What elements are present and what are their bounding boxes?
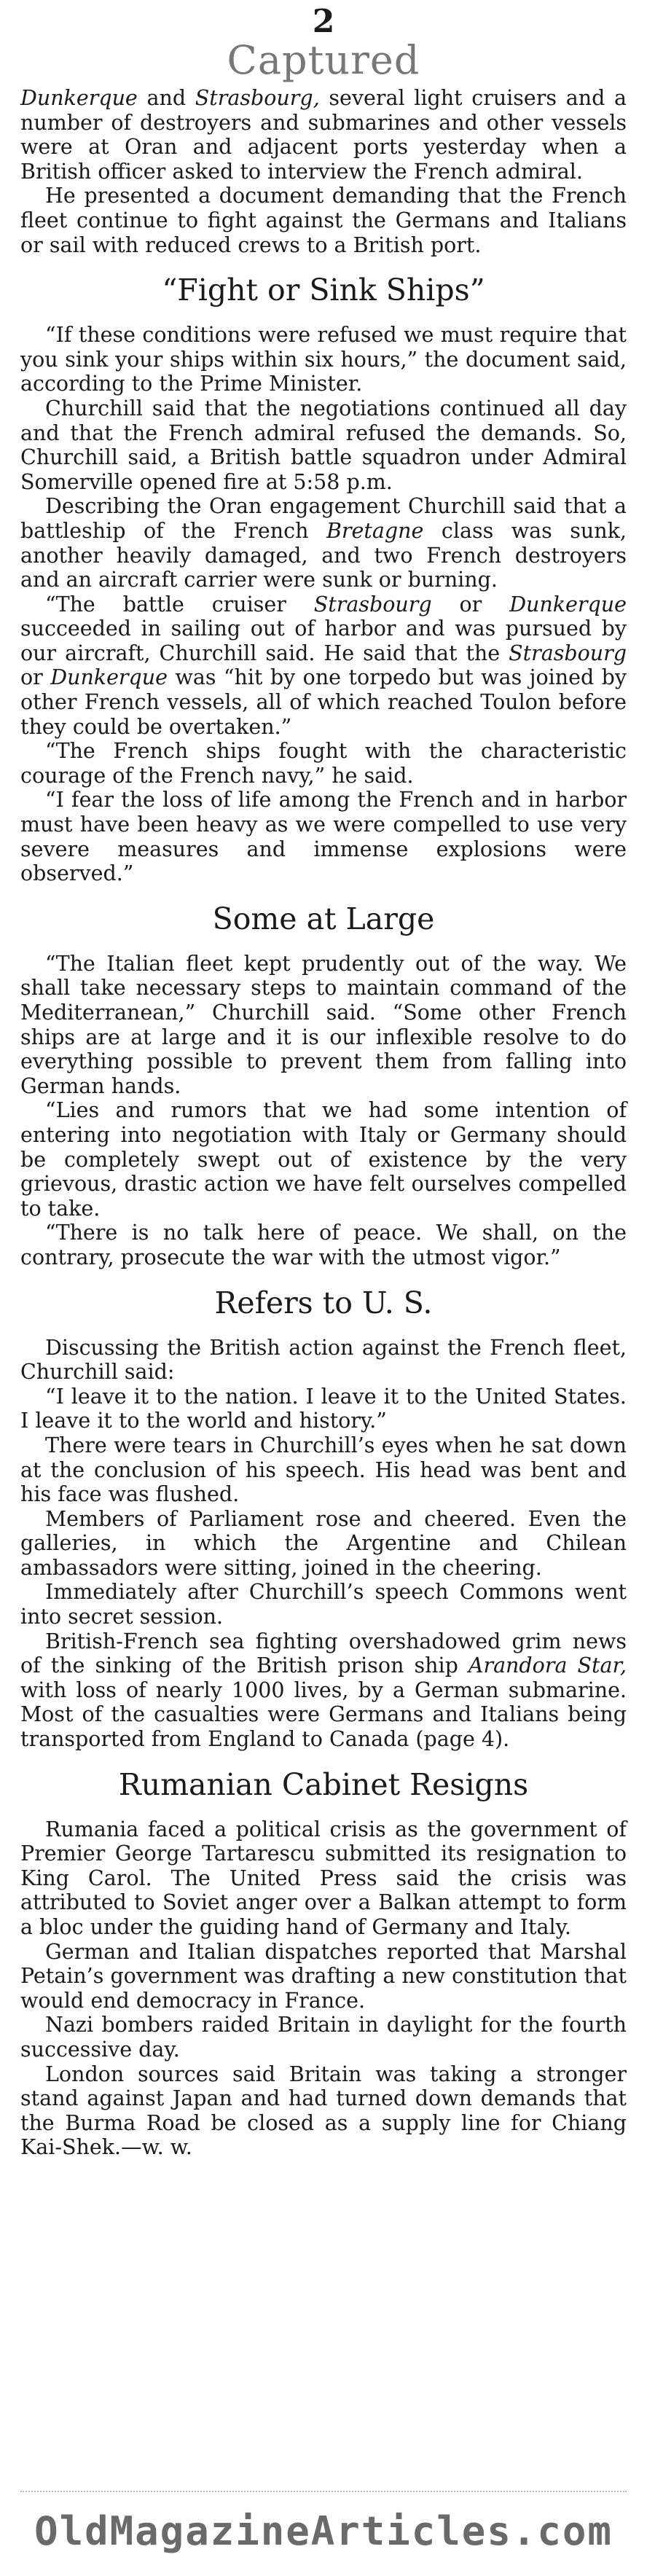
section-heading: “Fight or Sink Ships” (162, 273, 485, 308)
article-paragraph (20, 1221, 627, 1269)
text-run: “The French ships fought with the characteristic courage of the French navy,” he said. (20, 739, 627, 788)
text-run: There were tears in Churchill’s eyes when he sat down at the conclusion of his speech. His head was bent and his face was flushed. (20, 1433, 627, 1507)
article-paragraph (20, 1817, 627, 1940)
article-paragraph (20, 2062, 627, 2160)
text-run: succeeded in sailing out of harbor and was pursued by our aircraft, Churchill said. He said that the (20, 616, 627, 665)
article-paragraph (20, 592, 627, 740)
article-paragraph (20, 739, 627, 788)
text-run: He presented a document demanding that the French fleet continue to fight against the Germans and Italians or sail with reduced crews to a British port. (20, 184, 627, 257)
text-run: and (137, 86, 195, 110)
text-run: several light cruisers and a number of destroyers and submarines and other vessels were at Oran and adjacent ports yesterday when a British officer asked to interview the French admiral. (20, 86, 627, 184)
text-run: “Lies and rumors that we had some intention of entering into negotiation with Italy or Germany should be completely swept out of existence by the very grievous, drastic action we have felt ourselves compelled to take. (20, 1098, 627, 1221)
italic-text-run: Strasbourg, (195, 86, 320, 110)
article-paragraph (20, 184, 627, 257)
article-paragraph (20, 86, 627, 184)
italic-text-run: Dunkerque (20, 86, 138, 110)
text-run: or (20, 665, 51, 690)
text-run: Members of Parliament rose and cheered. Even the galleries, in which the Argentine and Chilean ambassadors were sitting, joined in the cheering. (20, 1506, 627, 1580)
article-paragraph (20, 1507, 627, 1581)
article-paragraph (20, 1098, 627, 1221)
article-paragraph (20, 952, 627, 1099)
article-body (20, 86, 627, 2160)
text-run: “I leave it to the nation. I leave it to the United States. I leave it to the world and history.” (20, 1384, 627, 1433)
article-paragraph (20, 2013, 627, 2062)
text-run: with loss of nearly 1000 lives, by a German submarine. Most of the casualties were Germans and Italians being transported from England to Canada (page 4). (20, 1677, 627, 1752)
article-paragraph (20, 1580, 627, 1629)
text-run: “There is no talk here of peace. We shall, on the contrary, prosecute the war with the utmost vigor.” (20, 1221, 627, 1269)
section-heading: Rumanian Cabinet Resigns (118, 1766, 529, 1802)
text-run: Churchill said that the negotiations continued all day and that the French admiral refused the demands. So, Churchill said, a British battle squadron under Admiral Somerville opened fire at 5:58 p.m. (20, 396, 627, 494)
article-paragraph (20, 396, 627, 494)
text-run: was “hit by one torpedo but was joined by other French vessels, all of which reached Toulon before they could be overtaken.” (20, 665, 627, 739)
text-run: Discussing the British action against the French fleet, Churchill said: (20, 1335, 627, 1385)
section-heading: Some at Large (212, 901, 435, 936)
article-paragraph (20, 1629, 627, 1752)
site-footer-watermark: OldMagazineArticles.com (20, 2491, 627, 2554)
italic-text-run: Strasbourg (313, 592, 432, 616)
italic-text-run: Bretagne (326, 518, 424, 543)
text-run: London sources said Britain was taking a stronger stand against Japan and had turned down demands that the Burma Road be closed as a supply line for Chiang Kai-Shek.—w. w. (20, 2062, 627, 2160)
text-run: class was sunk, another heavily damaged, and two French destroyers and an aircraft carrier were sunk or burning. (20, 518, 627, 592)
text-run: “If these conditions were refused we must require that you sink your ships within six hours,” the document said, according to the Prime Minister. (20, 323, 627, 396)
section-kicker: Captured (227, 37, 420, 83)
text-run: “The Italian fleet kept prudently out of the way. We shall take necessary steps to maintain command of the Mediterranean,” Churchill said. “Some other French ships are at large and it is our inflexible resolve to do everything possible to prevent them from falling into German hands. (20, 951, 627, 1098)
italic-text-run: Dunkerque (509, 592, 627, 616)
text-run: Describing the Oran engagement Churchill said that a battleship of the French (20, 494, 627, 543)
article-paragraph (20, 1336, 627, 1385)
text-run: German and Italian dispatches reported that Marshal Petain’s government was drafting a new constitution that would end democracy in France. (20, 1939, 627, 2013)
text-run: Immediately after Churchill’s speech Commons went into secret session. (20, 1580, 627, 1629)
italic-text-run: Dunkerque (50, 665, 168, 690)
article-paragraph (20, 494, 627, 592)
text-run: “The battle cruiser (45, 592, 314, 616)
section-heading: Refers to U. S. (214, 1285, 433, 1320)
italic-text-run: Strasbourg (509, 641, 627, 665)
italic-text-run: Arandora Star, (468, 1653, 627, 1678)
page-number: 2 (312, 3, 335, 40)
article-paragraph (20, 788, 627, 885)
article-paragraph (20, 1433, 627, 1507)
text-run: or (431, 592, 510, 616)
text-run: “I fear the loss of life among the French and in harbor must have been heavy as we were compelled to use very severe measures and immense explosions were observed.” (20, 788, 627, 886)
text-run: Rumania faced a political crisis as the government of Premier George Tartarescu submitted its resignation to King Carol. The United Press said the crisis was attributed to Soviet anger over a Balkan attempt to form a bloc under the guiding hand of Germany and Italy. (20, 1817, 627, 1939)
text-run: British-French sea fighting overshadowed grim news of the sinking of the British prison ship (20, 1629, 627, 1678)
article-paragraph (20, 323, 627, 396)
article-paragraph (20, 1385, 627, 1433)
article-paragraph (20, 1940, 627, 2013)
text-run: Nazi bombers raided Britain in daylight for the fourth successive day. (20, 2013, 627, 2062)
